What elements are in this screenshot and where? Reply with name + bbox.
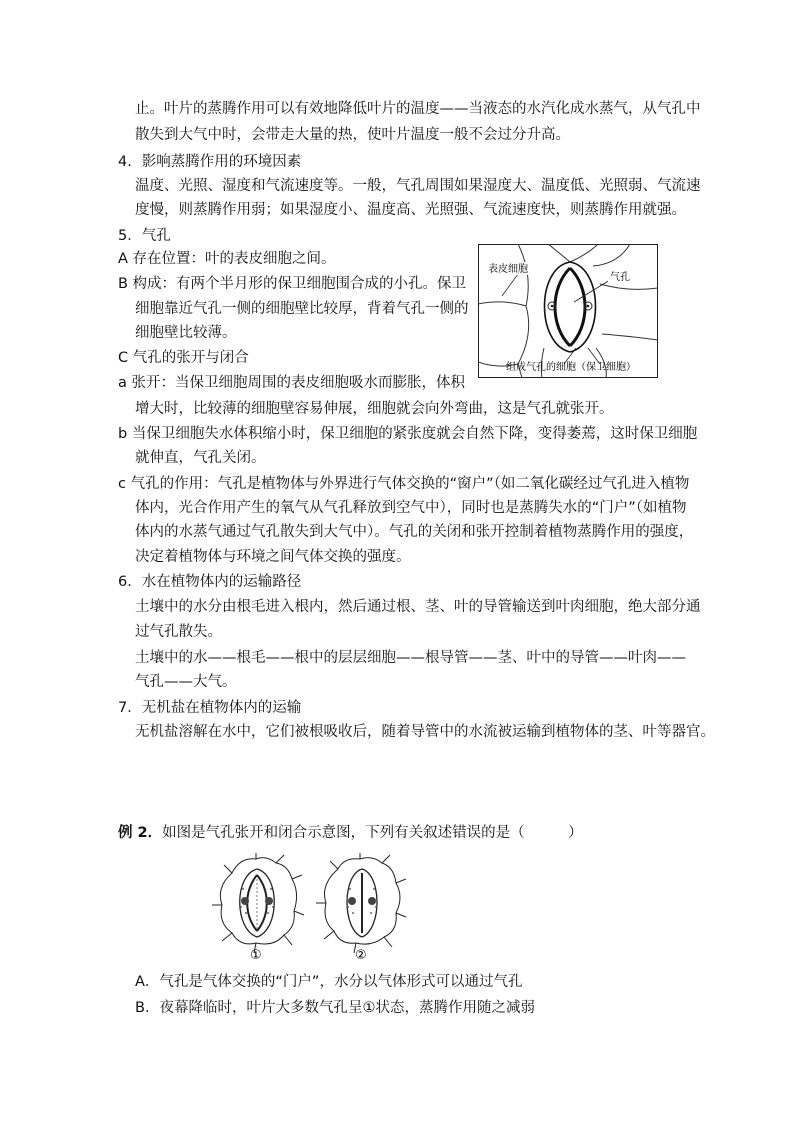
text-line-2: 散失到大气中时，会带走大量的热，使叶片温度一般不会过分升高。	[135, 127, 570, 143]
text-line-22: 过气孔散失。	[135, 624, 222, 640]
text-line-14: b 当保卫细胞失水体积缩小时，保卫细胞的紧张度就会自然下降，变得萎蔫，这时保卫细胞	[118, 426, 698, 442]
example-label: 例 2．	[118, 825, 163, 841]
text-line-18: 体内的水蒸气通过气孔散失到大气中）。气孔的关闭和张开控制着植物蒸腾作用的强度，	[135, 524, 694, 540]
heading-4: 4．影响蒸腾作用的环境因素	[118, 154, 302, 170]
label-guard-cell: 组成气孔的细胞（保卫细胞）	[506, 362, 636, 373]
option-b: B．夜幕降临时，叶片大多数气孔呈①状态，蒸腾作用随之减弱	[135, 1000, 535, 1016]
stoma-state-2	[316, 853, 406, 953]
stoma-structure-figure	[478, 244, 658, 378]
label-state-1: ①	[250, 948, 262, 963]
label-stoma: 气孔	[610, 272, 630, 283]
heading-7: 7．无机盐在植物体内的运输	[118, 700, 302, 716]
text-line-26: 无机盐溶解在水中，它们被根吸收后，随着导管中的水流被运输到植物体的茎、叶等器官。	[135, 724, 715, 740]
text-line-9: 细胞靠近气孔一侧的细胞壁比较厚，背着气孔一侧的	[135, 301, 469, 317]
text-line-7: A 存在位置：叶的表皮细胞之间。	[118, 251, 336, 267]
text-line-8: B 构成：有两个半月形的保卫细胞围合成的小孔。保卫	[118, 276, 467, 292]
text-line-4: 温度、光照、湿度和气流速度等。一般，气孔周围如果湿度大、温度低、光照弱、气流速	[135, 178, 701, 194]
text-line-1: 止。叶片的蒸腾作用可以有效地降低叶片的温度——当液态的水汽化成水蒸气，从气孔中	[135, 101, 701, 117]
text-line-23: 土壤中的水——根毛——根中的层层细胞——根导管——茎、叶中的导管——叶肉——	[135, 650, 686, 666]
text-line-21: 土壤中的水分由根毛进入根内，然后通过根、茎、叶的导管输送到叶肉细胞，绝大部分通	[135, 599, 701, 615]
text-line-12: a 张开：当保卫细胞周围的表皮细胞吸水而膨胀，体积	[118, 375, 465, 391]
label-epidermis: 表皮细胞	[488, 264, 528, 275]
text-line-24: 气孔——大气。	[135, 674, 237, 690]
example-question	[118, 823, 583, 843]
text-line-10: 细胞壁比较薄。	[135, 325, 237, 341]
heading-5: 5．气孔	[118, 228, 171, 244]
text-line-17: 体内，光合作用产生的氧气从气孔释放到空气中），同时也是蒸腾失水的“门户”（如植物	[135, 500, 687, 516]
text-line-13: 增大时，比较薄的细胞壁容易伸展，细胞就会向外弯曲，这是气孔就张开。	[135, 401, 614, 417]
option-a: A．气孔是气体交换的“门户”，水分以气体形式可以通过气孔	[135, 974, 523, 990]
text-line-16: c 气孔的作用：气孔是植物体与外界进行气体交换的“窗户”（如二氧化碳经过气孔进入植物	[118, 476, 690, 492]
text-line-11: C 气孔的张开与闭合	[118, 350, 249, 366]
heading-6: 6．水在植物体内的运输路径	[118, 574, 302, 590]
text-line-5: 度慢，则蒸腾作用弱；如果湿度小、温度高、光照强、气流速度快，则蒸腾作用就强。	[135, 202, 686, 218]
text-line-19: 决定着植物体与环境之间气体交换的强度。	[135, 549, 411, 565]
label-state-2: ②	[355, 948, 367, 963]
stoma-open-closed-figure	[210, 853, 410, 965]
stoma-state-1	[212, 853, 304, 953]
text-line-15: 就伸直，气孔关闭。	[135, 450, 266, 466]
example-question-text: 如图是气孔张开和闭合示意图，下列有关叙述错误的是（ ）	[162, 825, 583, 841]
